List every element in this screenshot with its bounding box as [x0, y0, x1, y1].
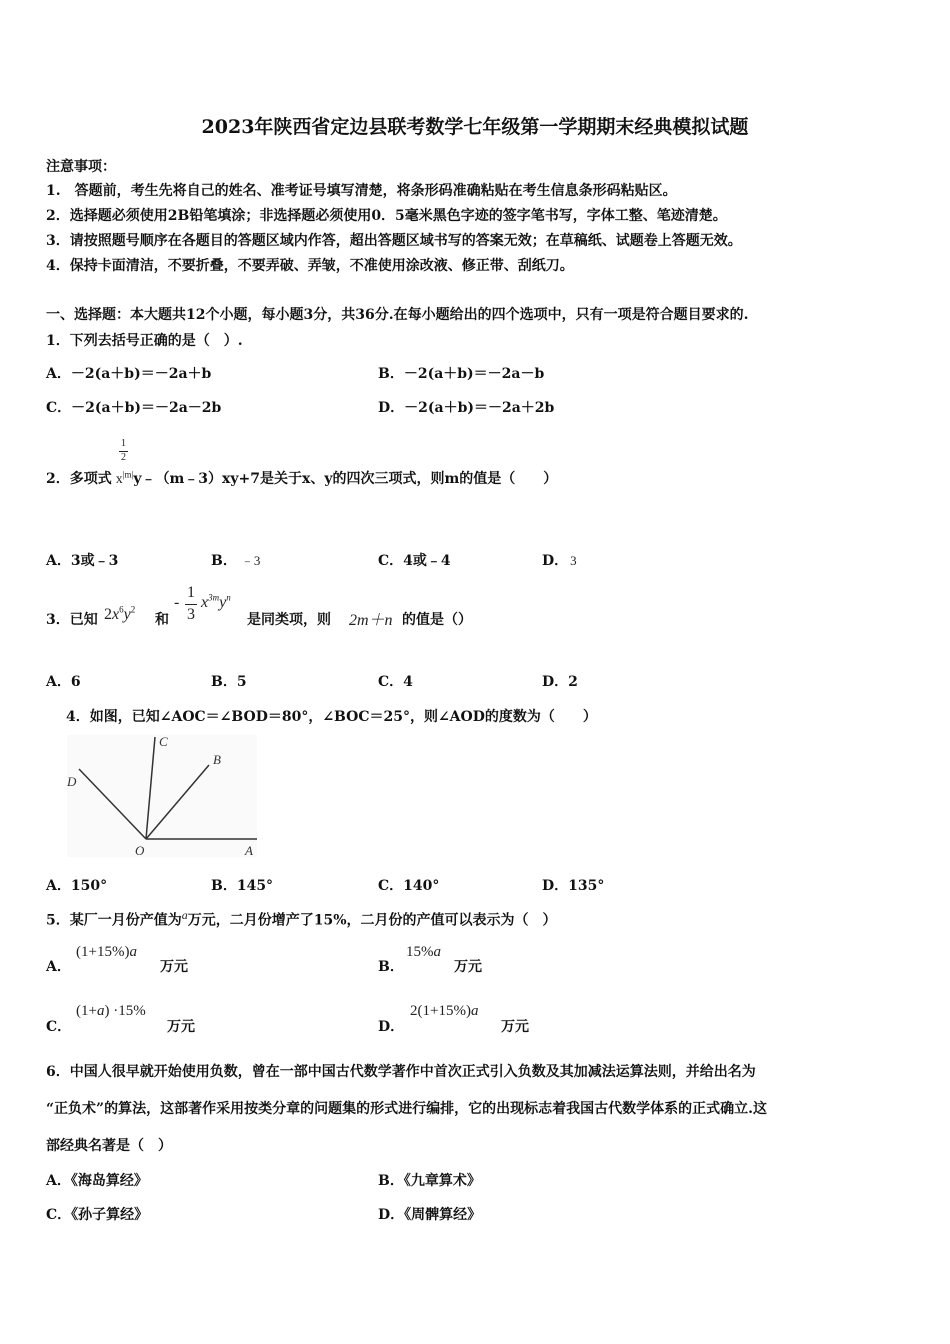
- q3-and: 和: [155, 612, 169, 628]
- note-item: 3．请按照题号顺序在各题目的答题区域内作答，超出答题区域书写的答案无效；在草稿纸、试题卷上答题无效。: [46, 233, 742, 249]
- q5-a-var: a: [129, 944, 137, 960]
- q5-a-expr: (1+15%): [76, 944, 130, 960]
- q2-prefix: 2．多项式: [46, 471, 112, 487]
- q3-fraction-denominator: 3: [187, 606, 195, 623]
- q2-option-a[interactable]: A．3或﹣3: [46, 553, 119, 569]
- q5-c-expr2: ) ·15%: [104, 1003, 146, 1019]
- note-item: 2．选择题必须使用2B铅笔填涂；非选择题必须使用0．5毫米黑色字迹的签字笔书写，字体工整、笔迹清楚。: [46, 208, 727, 224]
- question-6-line: 部经典名著是（ ）: [46, 1138, 172, 1154]
- q2-exponent: |m|: [122, 469, 134, 480]
- q5-option-b-unit: 万元: [454, 959, 482, 975]
- ray-ob: [146, 765, 209, 839]
- ray-oc: [146, 737, 155, 839]
- angle-figure: [67, 735, 257, 857]
- q3-term1-x: x: [112, 606, 120, 623]
- question-6-line: “正负术”的算法，这部著作采用按类分章的问题集的形式进行编排，它的出现标志着我国古代数学体系的正式确立.这: [46, 1101, 767, 1117]
- q2-option-b[interactable]: [211, 550, 260, 570]
- q4-option-d[interactable]: D．135°: [542, 878, 605, 894]
- question-5-stem: [46, 908, 557, 930]
- q5-c-expr: (1+: [76, 1003, 97, 1019]
- q2-option-c[interactable]: C．4或﹣4: [378, 553, 451, 569]
- q5-option-c-label[interactable]: C．: [46, 1019, 72, 1035]
- q3-option-d[interactable]: D．2: [542, 674, 578, 690]
- q1-option-d[interactable]: D．－2(a＋b)＝－2a＋2b: [378, 400, 555, 416]
- q5-option-c-expr: [76, 1001, 146, 1020]
- q2-option-b-value: ﹣3: [240, 553, 261, 568]
- label-o: O: [135, 843, 145, 857]
- q1-option-c[interactable]: C．－2(a＋b)＝－2a－2b: [46, 400, 222, 416]
- q5-b-var: a: [433, 944, 441, 960]
- q5-b-expr: 15%: [406, 944, 434, 960]
- q3-term1: [104, 604, 135, 624]
- q5-var: a: [181, 908, 188, 922]
- q3-term2: [201, 592, 231, 612]
- q4-option-c[interactable]: C．140°: [378, 878, 440, 894]
- q3-option-c[interactable]: C．4: [378, 674, 413, 690]
- q2-x: x: [115, 472, 123, 487]
- q3-term1-coef: 2: [104, 606, 112, 623]
- q2-option-d-label: D．: [542, 553, 569, 569]
- q3-term2-yexp: n: [226, 592, 231, 603]
- question-4-stem: 4．如图，已知∠AOC＝∠BOD＝80°，∠BOC＝25°，则∠AOD的度数为（ ）: [66, 709, 597, 725]
- note-item: 4．保持卡面清洁，不要折叠，不要弄破、弄皱，不准使用涂改液、修正带、刮纸刀。: [46, 258, 574, 274]
- q3-option-a[interactable]: A．6: [46, 674, 81, 690]
- label-c: C: [159, 735, 168, 749]
- question-6-line: 6．中国人很早就开始使用负数，曾在一部中国古代数学著作中首次正式引入负数及其加减法运算法则，并给出名为: [46, 1064, 756, 1080]
- q5-stem-pre: 5．某厂一月份产值为: [46, 912, 182, 929]
- label-b: B: [213, 752, 221, 767]
- q6-option-a[interactable]: A．《海岛算经》: [46, 1173, 148, 1189]
- q3-term1-yexp: 2: [130, 604, 136, 615]
- q2-rest: y﹣（m﹣3）xy+7是关于x、y的四次三项式，则m的值是（ ）: [133, 471, 558, 487]
- q3-term1-y: y: [123, 606, 131, 623]
- q5-d-var: a: [470, 1003, 479, 1019]
- label-a: A: [245, 843, 253, 857]
- q6-option-c[interactable]: C．《孙子算经》: [46, 1207, 149, 1223]
- q5-option-d-expr: [410, 1001, 478, 1020]
- q3-expression: 2m＋n: [349, 612, 393, 629]
- ray-od: [79, 769, 146, 839]
- q2-option-d-value: 3: [570, 553, 577, 568]
- q3-term2-x: x: [201, 594, 209, 611]
- q3-term1-xexp: 6: [119, 604, 124, 615]
- section-heading: 一、选择题：本大题共12个小题，每小题3分，共36分.在每小题给出的四个选项中，只有一项是符合题目要求的.: [46, 307, 749, 323]
- q6-option-b[interactable]: B．《九章算术》: [378, 1173, 481, 1189]
- q4-option-a[interactable]: A．150°: [46, 878, 108, 894]
- q4-option-b[interactable]: B．145°: [211, 878, 274, 894]
- label-d: D: [67, 774, 77, 789]
- page-title: 2023年陕西省定边县联考数学七年级第一学期期末经典模拟试题: [201, 116, 749, 138]
- q5-option-b-label[interactable]: B．: [378, 959, 404, 975]
- q3-middle: 是同类项，则: [247, 612, 331, 628]
- q5-c-var: a: [96, 1003, 105, 1019]
- q3-prefix: 3．已知: [46, 612, 98, 628]
- q3-negative-sign: -: [174, 594, 180, 611]
- q5-option-a-unit: 万元: [160, 959, 188, 975]
- q3-term2-y: y: [219, 594, 227, 611]
- q5-option-a-expr: [76, 942, 137, 961]
- q6-option-d[interactable]: D．《周髀算经》: [378, 1207, 482, 1223]
- q5-option-d-label[interactable]: D．: [378, 1019, 405, 1035]
- q2-fraction-denominator: 2: [121, 452, 126, 463]
- q5-stem-post: 万元，二月份增产了15%，二月份的产值可以表示为（ ）: [187, 912, 557, 929]
- question-1-stem: 1．下列去括号正确的是（ ）.: [46, 333, 243, 349]
- q5-option-c-unit: 万元: [167, 1019, 195, 1035]
- q1-option-b[interactable]: B．－2(a＋b)＝－2a－b: [378, 366, 545, 382]
- q1-option-a[interactable]: A．－2(a＋b)＝－2a＋b: [46, 366, 212, 382]
- q2-option-b-label: B．: [211, 553, 237, 569]
- q5-d-expr: 2(1+15%): [410, 1003, 471, 1019]
- q2-option-d[interactable]: [542, 550, 577, 570]
- q3-fraction-bar: [185, 604, 197, 605]
- angle-diagram: [67, 735, 257, 857]
- q5-option-a-label[interactable]: A．: [46, 959, 71, 975]
- notes-heading: 注意事项：: [46, 159, 116, 175]
- question-2-stem: [46, 468, 557, 488]
- q3-suffix: 的值是（）: [402, 612, 472, 628]
- q3-term2-xexp: 3m: [208, 592, 220, 603]
- q5-option-d-unit: 万元: [501, 1019, 529, 1035]
- q3-option-b[interactable]: B．5: [211, 674, 247, 690]
- q5-option-b-expr: [406, 942, 441, 961]
- note-item: 1. 答题前，考生先将自己的姓名、准考证号填写清楚，将条形码准确粘贴在考生信息条形码粘贴区。: [46, 183, 677, 199]
- q2-fraction-numerator: 1: [121, 438, 126, 449]
- q3-fraction-numerator: 1: [187, 584, 195, 601]
